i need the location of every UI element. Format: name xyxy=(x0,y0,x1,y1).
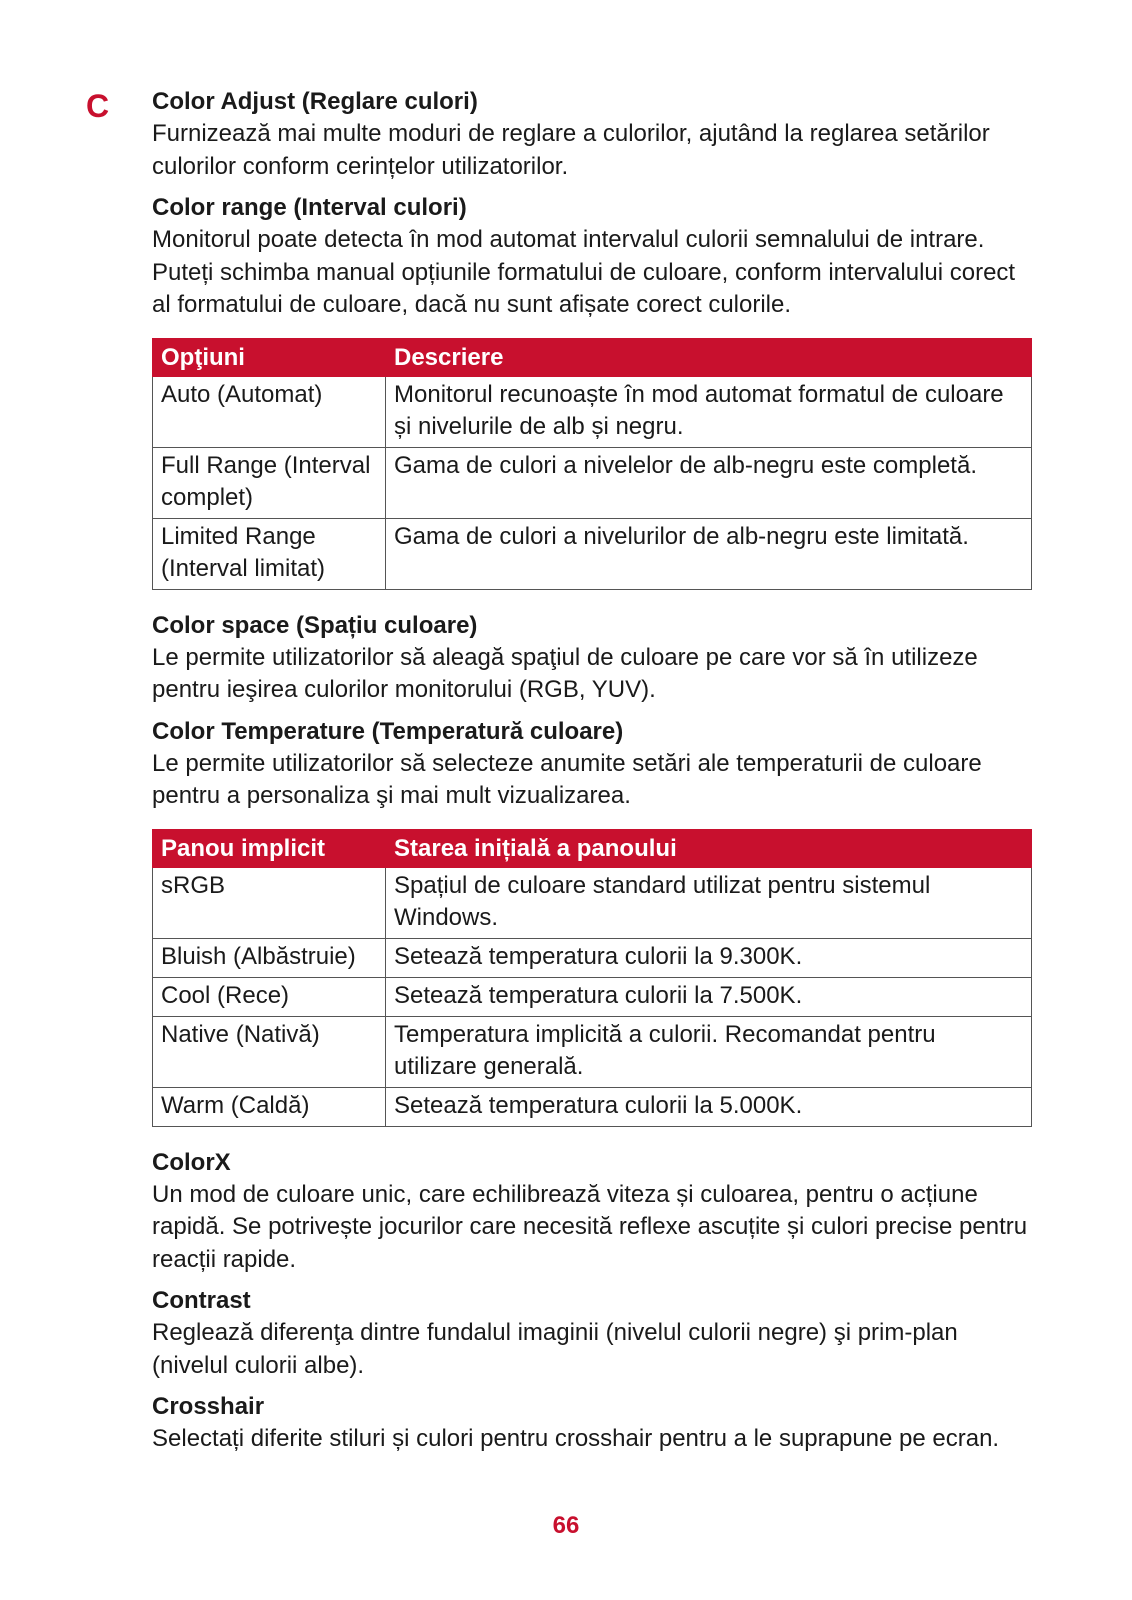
color-space-title: Color space (Spațiu culoare) xyxy=(152,611,478,639)
table-row xyxy=(153,938,1032,977)
color-temperature-title: Color Temperature (Temperatură culoare) xyxy=(152,717,624,745)
page-content xyxy=(152,86,1032,1465)
table-cell: Setează temperatura culorii la 5.000K. xyxy=(386,1087,1032,1126)
table-row xyxy=(153,376,1032,447)
table-row xyxy=(153,1016,1032,1087)
table-header-cell: Starea inițială a panoului xyxy=(386,829,1032,867)
table-header-cell: Opţiuni xyxy=(153,338,386,376)
table-cell: Warm (Caldă) xyxy=(153,1087,386,1126)
table-row xyxy=(153,1087,1032,1126)
table-cell: Bluish (Albăstruie) xyxy=(153,938,386,977)
table-cell: Auto (Automat) xyxy=(153,376,386,447)
table-cell: Cool (Rece) xyxy=(153,977,386,1016)
table-cell: Monitorul recunoaște în mod automat formatul de culoare și nivelurile de alb și negru. xyxy=(386,376,1032,447)
table-header-row xyxy=(153,829,1032,867)
contrast-title: Contrast xyxy=(152,1287,251,1314)
color-range-table xyxy=(152,338,1032,590)
table-row xyxy=(153,518,1032,589)
table-cell: Gama de culori a nivelelor de alb-negru este completă. xyxy=(386,447,1032,518)
table-cell: Gama de culori a nivelurilor de alb-negru este limitată. xyxy=(386,518,1032,589)
color-range-text: Monitorul poate detecta în mod automat intervalul culorii semnalului de intrare. Puteți schimba manual opțiunile formatului de culoare, conform intervalului corect al formatului de culoare, dacă nu sunt afișate corect culorile. xyxy=(152,226,1016,318)
colorx-text: Un mod de culoare unic, care echilibrează viteza și culoarea, pentru o acțiune rapidă. Se potrivește jocurilor care necesită reflexe ascuțite și culori precise pentru reacții rapide. xyxy=(152,1180,1028,1273)
color-space-text: Le permite utilizatorilor să aleagă spaţiul de culoare pe care vor să în utilizeze pentru ieşirea culorilor monitorului (RGB, YUV). xyxy=(152,643,978,703)
page-number: 66 xyxy=(552,1512,580,1539)
table-cell: Setează temperatura culorii la 9.300K. xyxy=(386,938,1032,977)
section-letter: C xyxy=(86,88,110,124)
table-cell: Limited Range (Interval limitat) xyxy=(153,518,386,589)
table-cell: Full Range (Interval complet) xyxy=(153,447,386,518)
colorx-title: ColorX xyxy=(152,1148,231,1176)
table-header-row xyxy=(153,338,1032,376)
table-cell: Spațiul de culoare standard utilizat pentru sistemul Windows. xyxy=(386,867,1032,938)
table-row xyxy=(153,447,1032,518)
table-cell: Temperatura implicită a culorii. Recomandat pentru utilizare generală. xyxy=(386,1016,1032,1087)
color-adjust-text: Furnizează mai multe moduri de reglare a culorilor, ajutând la reglarea setărilor culorilor conform cerințelor utilizatorilor. xyxy=(152,120,990,180)
table-cell: sRGB xyxy=(153,867,386,938)
color-range-title: Color range (Interval culori) xyxy=(152,194,467,221)
color-temperature-text: Le permite utilizatorilor să selecteze anumite setări ale temperaturii de culoare pentru a personaliza şi mai mult vizualizarea. xyxy=(152,749,982,809)
crosshair-title: Crosshair xyxy=(152,1393,265,1420)
contrast-text: Reglează diferenţa dintre fundalul imaginii (nivelul culorii negre) şi prim-plan (nivelul culorii albe). xyxy=(152,1319,958,1379)
table-row xyxy=(153,867,1032,938)
table-header-cell: Panou implicit xyxy=(153,829,386,867)
table-header-cell: Descriere xyxy=(386,338,1032,376)
crosshair-text: Selectați diferite stiluri și culori pentru crosshair pentru a le suprapune pe ecran. xyxy=(152,1425,1000,1452)
color-adjust-title: Color Adjust (Reglare culori) xyxy=(152,88,478,115)
table-row xyxy=(153,977,1032,1016)
table-cell: Native (Nativă) xyxy=(153,1016,386,1087)
color-temperature-table xyxy=(152,829,1032,1127)
table-cell: Setează temperatura culorii la 7.500K. xyxy=(386,977,1032,1016)
